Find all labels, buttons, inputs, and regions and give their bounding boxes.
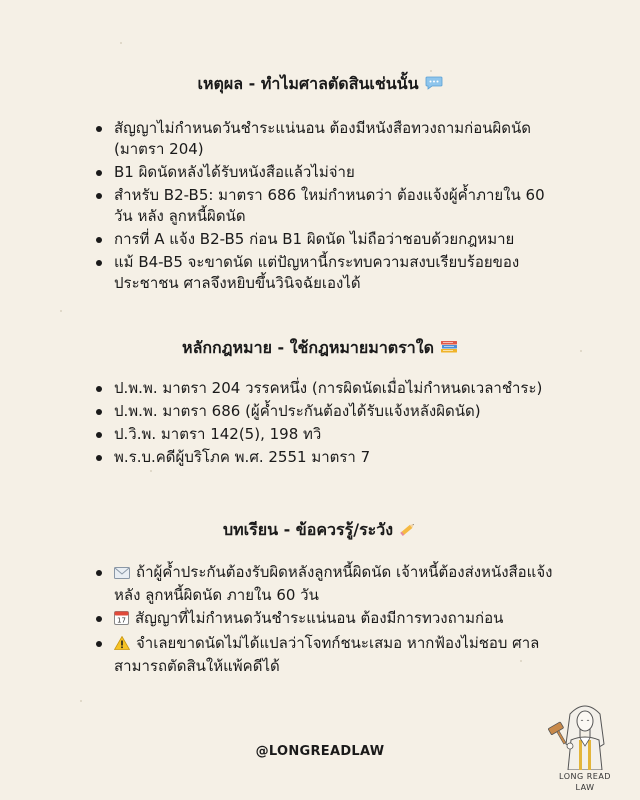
section-title-text: หลักกฎหมาย - ใช้กฎหมายมาตราใด — [182, 338, 434, 357]
list-item: B1 ผิดนัดหลังได้รับหนังสือแล้วไม่จ่าย — [92, 162, 562, 183]
lesson-text: สัญญาที่ไม่กำหนดวันชำระแน่นอน ต้องมีการทวงถามก่อน — [135, 609, 504, 627]
logo-text-line2: LAW — [575, 783, 595, 792]
books-icon — [440, 339, 458, 359]
list-item — [92, 633, 562, 677]
paper-speck — [60, 310, 62, 312]
list-item: ป.พ.พ. มาตรา 686 (ผู้ค้ำประกันต้องได้รับแจ้งหลังผิดนัด) — [92, 401, 562, 422]
list-item: การที่ A แจ้ง B2-B5 ก่อน B1 ผิดนัด ไม่ถือว่าชอบด้วยกฎหมาย — [92, 229, 562, 250]
long-read-law-logo — [540, 700, 630, 795]
warning-icon — [114, 635, 130, 656]
logo-text-line1: LONG READ — [559, 772, 611, 781]
footer-handle: @LONGREADLAW — [255, 744, 385, 759]
law-list — [92, 378, 562, 470]
lawyer-figure-icon — [540, 700, 630, 770]
section-title-text: บทเรียน - ข้อควรรู้/ระวัง — [222, 520, 394, 539]
paper-speck — [120, 42, 122, 44]
lesson-text: จำเลยขาดนัดไม่ได้แปลว่าโจทก์ชนะเสมอ หากฟ้องไม่ชอบ ศาลสามารถตัดสินให้แพ้คดีได้ — [114, 634, 540, 675]
list-item: ป.วิ.พ. มาตรา 142(5), 198 ทวิ — [92, 424, 562, 445]
paper-speck — [80, 700, 82, 702]
calendar-icon — [114, 610, 129, 631]
list-item — [92, 608, 562, 631]
lesson-list — [92, 562, 562, 679]
section-title-law — [0, 336, 640, 361]
section-title-reason — [0, 72, 640, 97]
envelope-icon — [114, 564, 130, 585]
list-item — [92, 562, 562, 606]
section-title-lesson — [0, 518, 640, 543]
list-item: สัญญาไม่กำหนดวันชำระแน่นอน ต้องมีหนังสือทวงถามก่อนผิดนัด (มาตรา 204) — [92, 118, 562, 160]
section-title-text: เหตุผล - ทำไมศาลตัดสินเช่นนั้น — [197, 74, 419, 93]
speech-bubble-icon — [425, 75, 443, 95]
reason-list — [92, 118, 562, 296]
lesson-text: ถ้าผู้ค้ำประกันต้องรับผิดหลังลูกหนี้ผิดนัด เจ้าหนี้ต้องส่งหนังสือแจ้ง หลัง ลูกหนี้ผิดนัด ภายใน 60 วัน — [114, 563, 553, 604]
list-item: สำหรับ B2-B5: มาตรา 686 ใหม่กำหนดว่า ต้องแจ้งผู้ค้ำภายใน 60 วัน หลัง ลูกหนี้ผิดนัด — [92, 185, 562, 227]
pencil-icon — [399, 521, 417, 541]
calendar-day-text: 17 — [117, 616, 126, 625]
list-item: แม้ B4-B5 จะขาดนัด แต่ปัญหานี้กระทบความสงบเรียบร้อยของประชาชน ศาลจึงหยิบขึ้นวินิจฉัยเองได้ — [92, 252, 562, 294]
paper-speck — [150, 470, 152, 472]
list-item: พ.ร.บ.คดีผู้บริโภค พ.ศ. 2551 มาตรา 7 — [92, 447, 562, 468]
list-item: ป.พ.พ. มาตรา 204 วรรคหนึ่ง (การผิดนัดเมื่อไม่กำหนดเวลาชำระ) — [92, 378, 562, 399]
